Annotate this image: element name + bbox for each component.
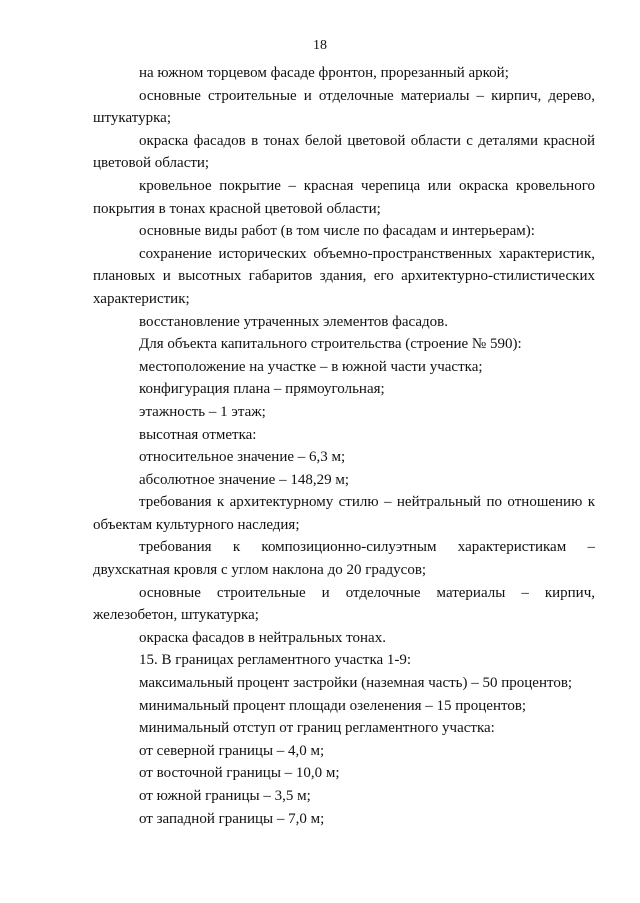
paragraph: конфигурация плана – прямоугольная; <box>139 381 385 398</box>
paragraph: этажность – 1 этаж; <box>139 403 266 420</box>
paragraph: требования к архитектурному стилю – нейтральный по отношению к объектам культурного наследия; <box>93 494 595 533</box>
paragraph: восстановление утраченных элементов фасадов. <box>139 313 448 330</box>
paragraph: основные виды работ (в том числе по фасадам и интерьерам): <box>139 223 535 240</box>
paragraph: относительное значение – 6,3 м; <box>139 449 346 466</box>
paragraph: от восточной границы – 10,0 м; <box>139 765 340 782</box>
paragraph: Для объекта капитального строительства (строение № 590): <box>139 336 522 353</box>
paragraph: минимальный отступ от границ регламентного участка: <box>139 720 495 737</box>
paragraph: основные строительные и отделочные материалы – кирпич, железобетон, штукатурка; <box>93 584 595 624</box>
document-body <box>93 62 595 830</box>
paragraph: высотная отметка: <box>139 426 257 443</box>
paragraph: окраска фасадов в тонах белой цветовой области с деталями красной цветовой области; <box>93 132 595 172</box>
page-number: 18 <box>313 38 327 53</box>
paragraph: кровельное покрытие – красная черепица или окраска кровельного покрытия в тонах красной цветовой области; <box>93 177 595 217</box>
paragraph: от северной границы – 4,0 м; <box>139 742 325 759</box>
paragraph: минимальный процент площади озеленения – 15 процентов; <box>139 697 527 714</box>
paragraph: от западной границы – 7,0 м; <box>139 810 325 827</box>
paragraph: местоположение на участке – в южной части участка; <box>139 358 483 375</box>
paragraph: требования к композиционно-силуэтным характеристикам – двухскатная кровля с углом наклона до 20 градусов; <box>93 539 595 579</box>
paragraph: максимальный процент застройки (наземная часть) – 50 процентов; <box>139 675 573 692</box>
paragraph: окраска фасадов в нейтральных тонах. <box>139 629 386 646</box>
paragraph: 15. В границах регламентного участка 1-9: <box>139 652 412 669</box>
paragraph: на южном торцевом фасаде фронтон, прорезанный аркой; <box>139 65 509 81</box>
paragraph: сохранение исторических объемно-пространственных характеристик, плановых и высотных габаритов здания, его архитектурно-стилистических характеристик; <box>93 245 595 307</box>
paragraph: основные строительные и отделочные материалы – кирпич, дерево, штукатурка; <box>93 87 595 127</box>
paragraph: от южной границы – 3,5 м; <box>139 788 311 804</box>
paragraph: абсолютное значение – 148,29 м; <box>139 471 349 488</box>
